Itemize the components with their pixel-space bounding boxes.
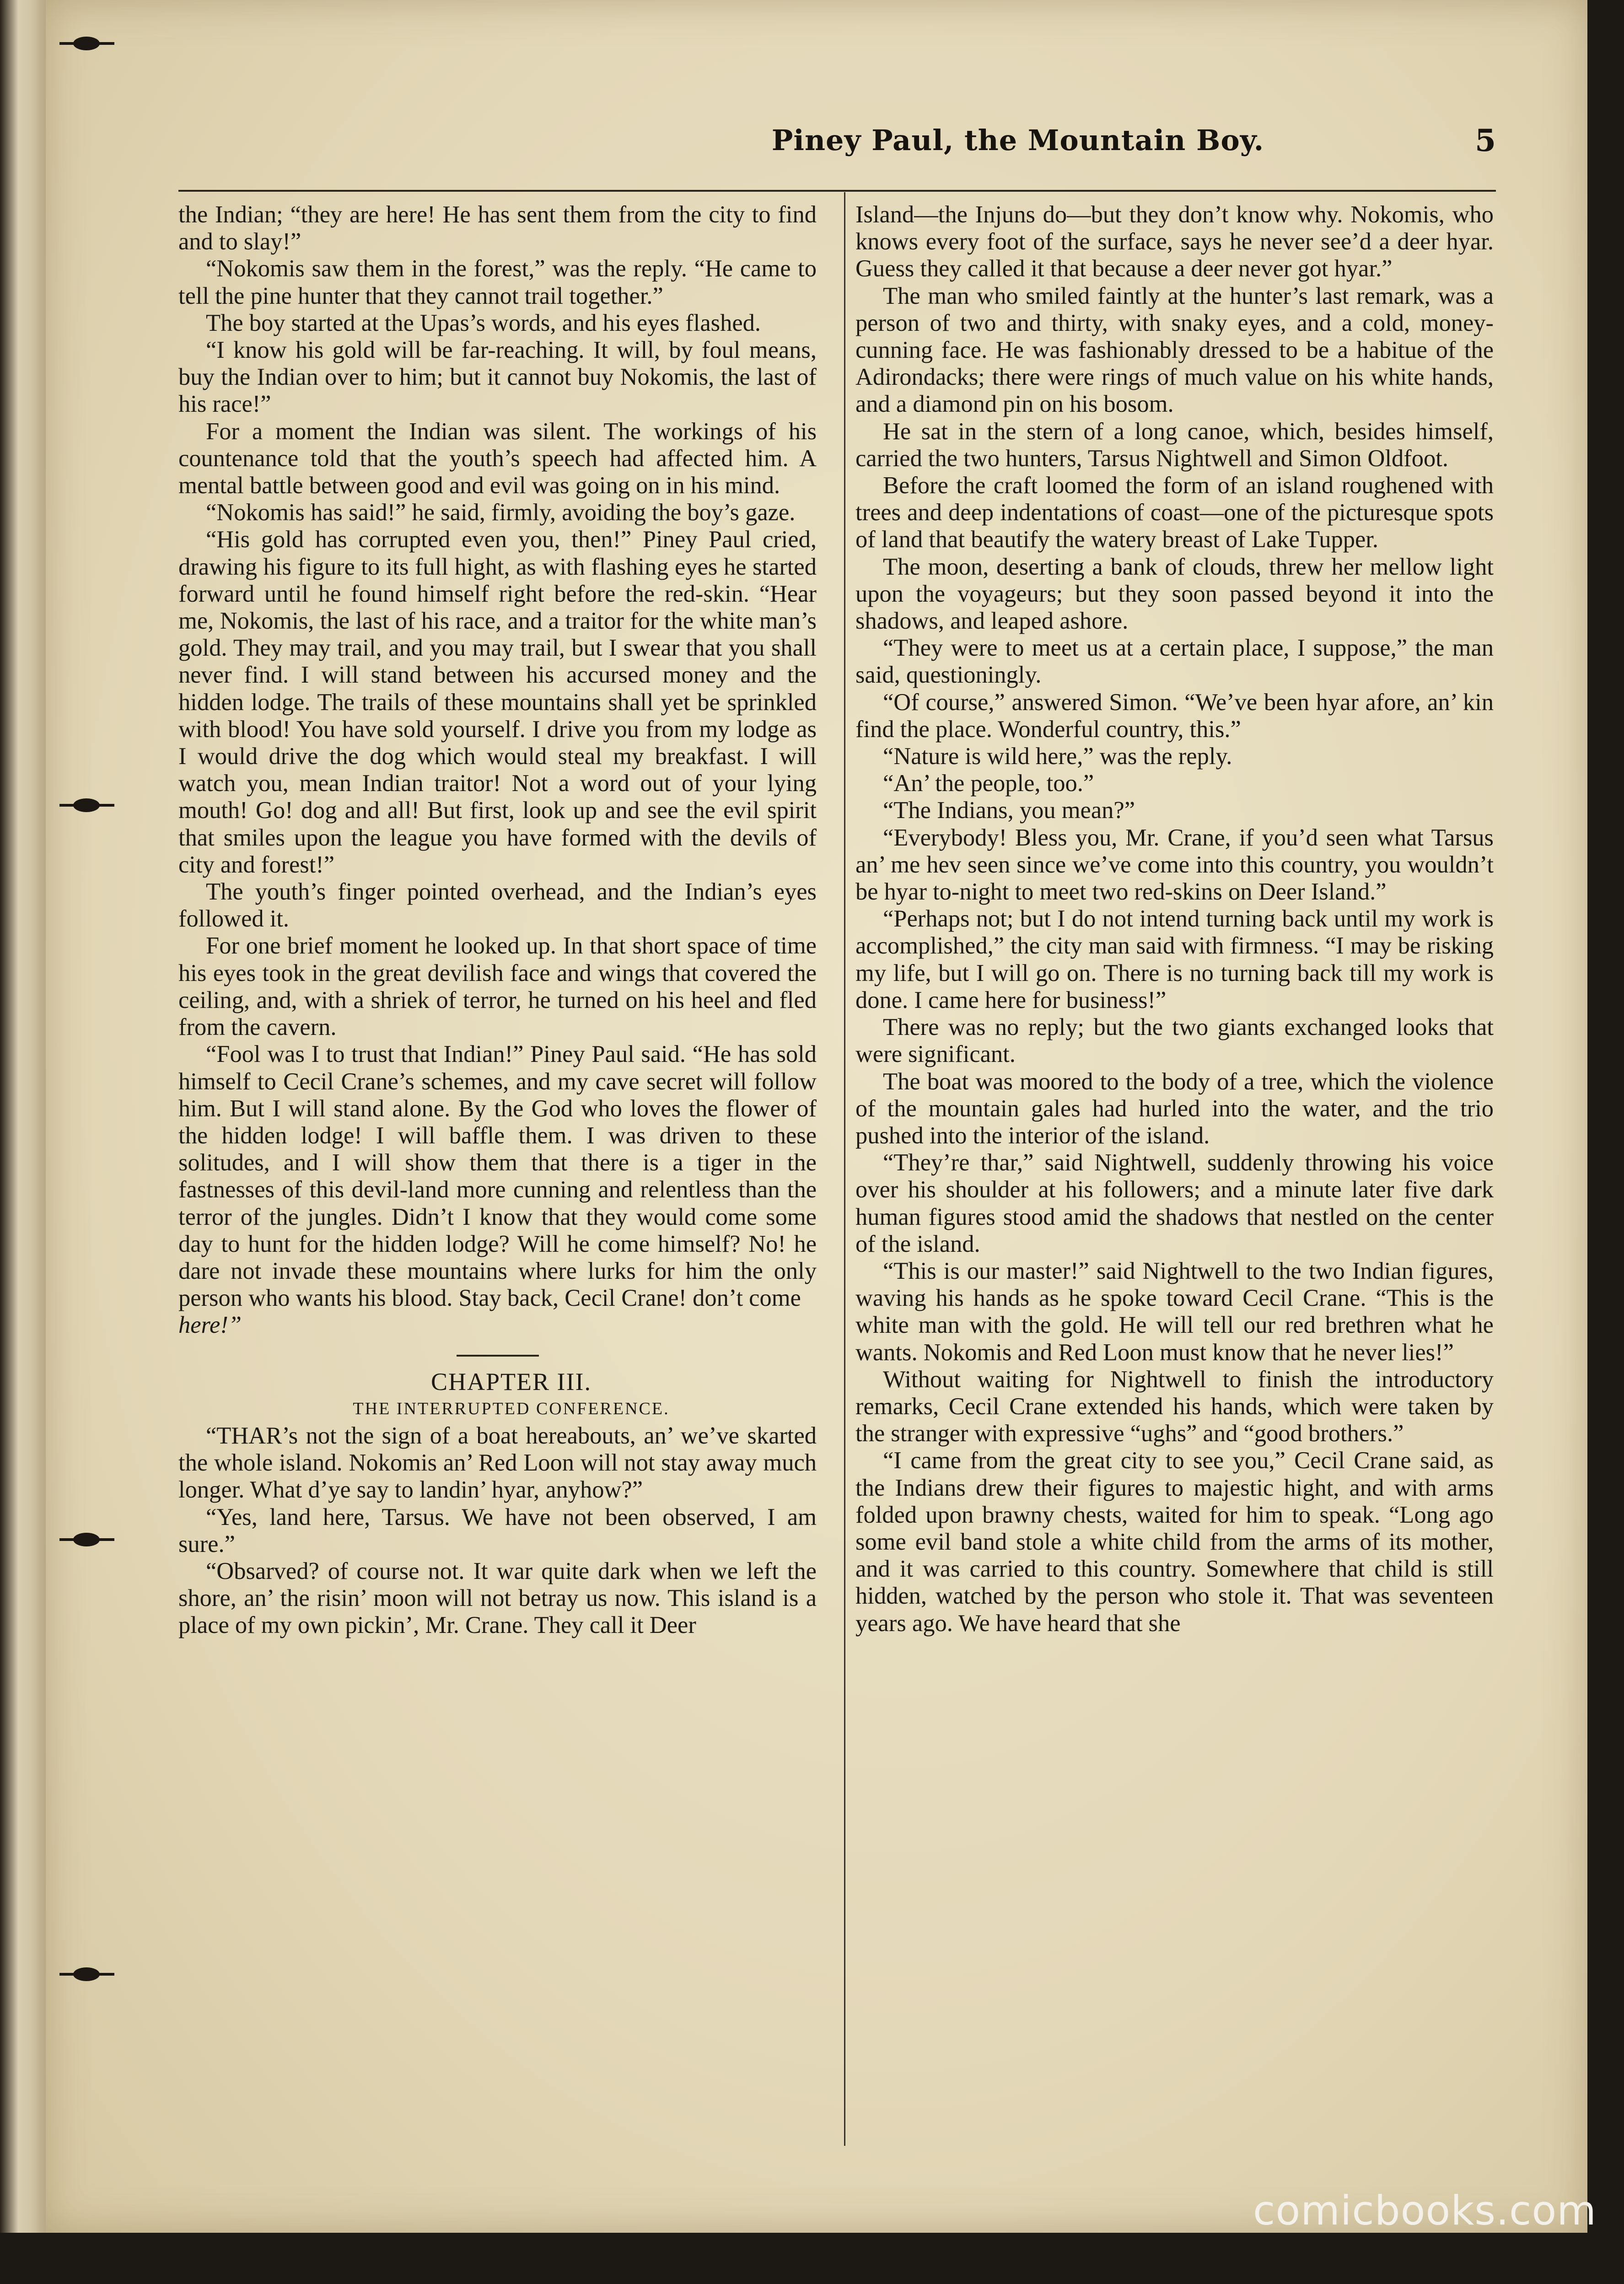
chapter-subtitle: THE INTERRUPTED CONFERENCE. xyxy=(353,1399,670,1418)
paragraph: “I came from the great city to see you,” Cecil Crane said, as the Indians drew their figures to majestic hight, and with arms folded upon brawny chests, waited for him to speak. “Long ago some evil band stole a white child from the arms of its mother, and it was carried to this country. Somewhere that child is still hidden, watched by the person who stole it. That was seventeen years ago. We have heard that she xyxy=(855,1447,1494,1637)
paragraph: There was no reply; but the two giants exchanged looks that were significant. xyxy=(855,1014,1494,1068)
paragraph: “An’ the people, too.” xyxy=(883,770,1094,797)
right-column-paragraphs xyxy=(855,201,1494,1637)
paragraph: The moon, deserting a bank of clouds, threw her mellow light upon the voyageurs; but they soon passed beyond it into the shadows, and leaped ashore. xyxy=(855,553,1494,635)
chapter-title: CHAPTER III. xyxy=(431,1368,592,1395)
paragraph: Without waiting for Nightwell to finish the introductory remarks, Cecil Crane extended his hands, which were taken by the stranger with expressive “ughs” and “good brothers.” xyxy=(855,1366,1494,1447)
paragraph: “Nature is wild here,” was the reply. xyxy=(883,743,1232,770)
chapter-rule xyxy=(457,1355,539,1357)
column-divider xyxy=(844,192,845,2146)
paragraph: “Perhaps not; but I do not intend turning back until my work is accomplished,” the city man said with firmness. “I may be risking my life, but I will go on. There is no turning back till my work is done. I came here for business!” xyxy=(855,905,1494,1013)
paragraph: “They were to meet us at a certain place, I suppose,” the man said, questioningly. xyxy=(855,635,1494,689)
right-column xyxy=(855,201,1494,1637)
paragraph: “Everybody! Bless you, Mr. Crane, if you’d seen what Tarsus an’ me hev seen since we’ve come into this country, you wouldn’t be hyar to-night to meet two red-skins on Deer Island.” xyxy=(855,824,1494,905)
paragraph: “THAR’s not the sign of a boat hereabouts, an’ we’ve skarted the whole island. Nokomis an’ Red Loon will not stay away much longer. What d’ye say to landin’ hyar, anyhow?” xyxy=(178,1422,817,1503)
paragraph: “Nokomis saw them in the forest,” was the reply. “He came to tell the pine hunter that they cannot trail together.” xyxy=(178,255,817,309)
binding-hole xyxy=(73,798,100,812)
paragraph: “They’re thar,” said Nightwell, suddenly throwing his voice over his shoulder at his followers; and a minute later five dark human figures stood amid the shadows that nestled on the center of the island. xyxy=(855,1149,1494,1257)
paragraph: “Nokomis has said!” he said, firmly, avoiding the boy’s gaze. xyxy=(206,499,796,526)
book-spine xyxy=(0,0,46,2284)
paragraph: “The Indians, you mean?” xyxy=(883,797,1135,824)
header-rule xyxy=(178,190,1496,192)
watermark: comicbooks.com xyxy=(1253,2187,1597,2234)
chapter-paragraphs xyxy=(178,1422,817,1639)
paragraph: here!” xyxy=(178,1312,242,1339)
paragraph: The youth’s finger pointed overhead, and the Indian’s eyes followed it. xyxy=(178,878,817,932)
paragraph: “This is our master!” said Nightwell to the two Indian figures, waving his hands as he spoke toward Cecil Crane. “This is the white man with the gold. He will tell our red brethren what he wants. Nokomis and Red Loon must know that he never lies!” xyxy=(855,1257,1494,1366)
paragraph: Before the craft loomed the form of an island roughened with trees and deep indentations of coast—one of the picturesque spots of land that beautify the watery breast of Lake Tupper. xyxy=(855,472,1494,553)
paragraph: The man who smiled faintly at the hunter’s last remark, was a person of two and thirty, with snaky eyes, and a cold, money-cunning face. He was fashionably dressed to be a habitue of the Adirondacks; there were rings of much value on his white hands, and a diamond pin on his bosom. xyxy=(855,282,1494,418)
running-title: Piney Paul, the Mountain Boy. xyxy=(771,124,1264,157)
left-column-paragraphs xyxy=(178,201,817,1339)
paragraph: “His gold has corrupted even you, then!” Piney Paul cried, drawing his figure to its full hight, as with flashing eyes he started forward until he found himself right before the red-skin. “Hear me, Nokomis, the last of his race, and a traitor for the white man’s gold. They may trail, and you may trail, but I swear that you shall never find. I will stand between his accursed money and the hidden lodge. The trails of these mountains shall yet be sprinkled with blood! You have sold yourself. I drive you from my lodge as I would drive the dog which would steal my breakfast. I will watch you, mean Indian traitor! Not a word out of your lying mouth! Go! dog and all! But first, look up and see the evil spirit that smiles upon the league you have formed with the devils of city and forest!” xyxy=(178,526,817,878)
paragraph: “Fool was I to trust that Indian!” Piney Paul said. “He has sold himself to Cecil Crane’s schemes, and my cave secret will follow him. But I will stand alone. By the God who loves the flower of the hidden lodge! I will baffle them. I was driven to these solitudes, and I will show them that there is a tiger in the fastnesses of this devil-land more cunning and relentless than the terror of the jungles. Didn’t I know that they would come some day to hunt for the hidden lodge? Will he come himself? No! he dare not invade these mountains where lurks for him the only person who wants his blood. Stay back, Cecil Crane! don’t come xyxy=(178,1041,817,1312)
paragraph: Island—the Injuns do—but they don’t know why. Nokomis, who knows every foot of the surface, says he never see’d a deer hyar. Guess they called it that because a deer never got hyar.” xyxy=(855,201,1494,282)
paragraph: For a moment the Indian was silent. The workings of his countenance told that the youth’s speech had affected him. A mental battle between good and evil was going on in his mind. xyxy=(178,418,817,499)
paragraph: He sat in the stern of a long canoe, which, besides himself, carried the two hunters, Tarsus Nightwell and Simon Oldfoot. xyxy=(855,418,1494,472)
binding-hole xyxy=(73,1967,100,1981)
paragraph: “Yes, land here, Tarsus. We have not been observed, I am sure.” xyxy=(178,1503,817,1557)
paragraph: For one brief moment he looked up. In that short space of time his eyes took in the great devilish face and wings that covered the ceiling, and, with a shriek of terror, he turned on his heel and fled from the cavern. xyxy=(178,932,817,1041)
paragraph: “Of course,” answered Simon. “We’ve been hyar afore, an’ kin find the place. Wonderful country, this.” xyxy=(855,689,1494,743)
binding-hole xyxy=(73,37,100,50)
paragraph: “Obsarved? of course not. It war quite dark when we left the shore, an’ the risin’ moon will not betray us now. This island is a place of my own pickin’, Mr. Crane. They call it Deer xyxy=(178,1557,817,1639)
binding-hole xyxy=(73,1533,100,1546)
page-number: 5 xyxy=(1475,123,1496,158)
left-column xyxy=(178,201,817,1639)
paragraph: The boy started at the Upas’s words, and his eyes flashed. xyxy=(206,309,761,336)
paragraph: “I know his gold will be far-reaching. It will, by foul means, buy the Indian over to him; but it cannot buy Nokomis, the last of his race!” xyxy=(178,337,817,418)
paragraph: The boat was moored to the body of a tree, which the violence of the mountain gales had hurled into the water, and the trio pushed into the interior of the island. xyxy=(855,1068,1494,1149)
paragraph: the Indian; “they are here! He has sent them from the city to find and to slay!” xyxy=(178,201,817,255)
